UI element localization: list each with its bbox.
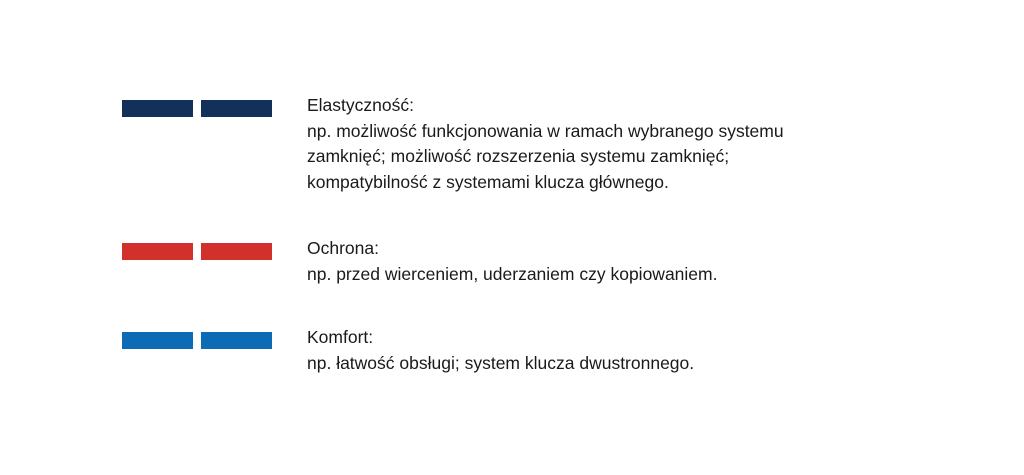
color-swatch (122, 332, 193, 349)
legend-title: Ochrona: (307, 238, 379, 258)
color-swatch (201, 332, 272, 349)
color-swatch (122, 100, 193, 117)
legend-title: Komfort: (307, 327, 374, 347)
legend-description-line: kompatybilność z systemami klucza głównego. (307, 171, 669, 192)
color-swatch (201, 243, 272, 260)
color-swatch (201, 100, 272, 117)
color-swatch-pair (122, 100, 272, 117)
legend-description-line: zamknięć; możliwość rozszerzenia systemu zamknięć; (307, 146, 730, 166)
legend-description-line: np. możliwość funkcjonowania w ramach wybranego systemu (307, 120, 784, 141)
legend-description-line: np. łatwość obsługi; system klucza dwustronnego. (307, 352, 695, 373)
color-swatch-pair (122, 332, 272, 349)
legend-description-line: np. przed wierceniem, uderzaniem czy kopiowaniem. (307, 263, 718, 284)
color-swatch-pair (122, 243, 272, 260)
legend-text (307, 93, 1007, 195)
legend-text (307, 236, 1007, 287)
legend-text (307, 325, 1007, 376)
legend-title: Elastyczność: (307, 95, 414, 115)
color-swatch (122, 243, 193, 260)
